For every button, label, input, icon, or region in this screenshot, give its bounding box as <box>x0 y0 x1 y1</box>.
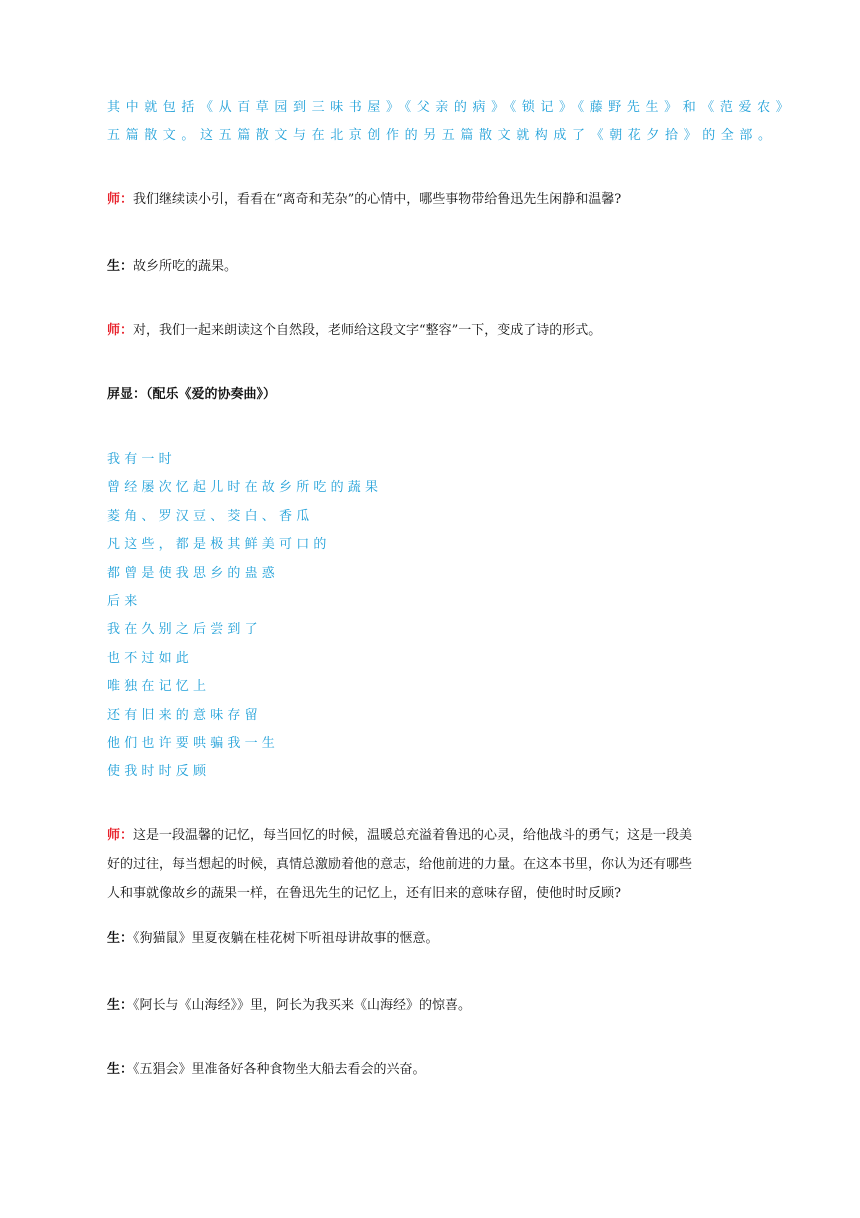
poem-line: 我有一时 <box>107 452 176 467</box>
teacher-reflection-line-3: 人和事就像故乡的蔬果一样，在鲁迅先生的记忆上，还有旧来的意味存留，使他时时反顾? <box>107 886 621 901</box>
poem-line: 曾经屡次忆起儿时在故乡所吃的蔬果 <box>107 480 383 496</box>
teacher-question <box>107 186 755 214</box>
teacher-label: 师： <box>107 323 134 338</box>
student-text: 《狗猫鼠》里夏夜躺在桂花树下听祖母讲故事的惬意。 <box>133 931 439 946</box>
intro-line-2: 五篇散文。这五篇散文与在北京创作的另五篇散文就构成了《朝花夕拾》的全部。 <box>107 128 777 143</box>
screen-label: 屏显： <box>107 387 147 402</box>
poem-line: 都曾是使我思乡的蛊惑 <box>107 565 280 581</box>
student-answer <box>107 253 755 281</box>
teacher-reflection <box>107 821 755 908</box>
teacher-label: 师： <box>107 192 134 207</box>
poem <box>107 446 755 787</box>
poem-line: 使我时时反顾 <box>107 764 211 780</box>
student-answer <box>107 1056 755 1084</box>
poem-line: 也不过如此 <box>107 650 194 666</box>
teacher-instruction <box>107 317 755 345</box>
teacher-text: 对，我们一起来朗读这个自然段，老师给这段文字“整容”一下，变成了诗的形式。 <box>133 323 602 338</box>
student-answer <box>107 992 755 1020</box>
teacher-reflection-line-1: 这是一段温馨的记忆，每当回忆的时候，温暖总充溢着鲁迅的心灵，给他战斗的勇气；这是一段美 <box>133 828 693 843</box>
student-text: 《五猖会》里准备好各种食物坐大船去看会的兴奋。 <box>133 1062 426 1077</box>
poem-line: 后来 <box>107 594 142 610</box>
poem-line: 菱角、罗汉豆、茭白、香瓜 <box>107 508 314 524</box>
student-text: 《阿长与《山海经》》里，阿长为我买来《山海经》的惊喜。 <box>133 998 472 1013</box>
poem-line: 他们也许要哄骗我一生 <box>107 736 280 752</box>
student-label: 生： <box>107 998 134 1013</box>
student-text: 故乡所吃的蔬果。 <box>133 259 238 274</box>
poem-line: 还有旧来的意味存留 <box>107 707 262 723</box>
screen-display <box>107 381 755 409</box>
teacher-text: 我们继续读小引，看看在“离奇和芜杂”的心情中，哪些事物带给鲁迅先生闲静和温馨? <box>133 192 622 207</box>
intro-paragraph <box>107 94 795 150</box>
intro-line-1: 其中就包括《从百草园到三味书屋》《父亲的病》《锁记》《藤野先生》和《范爱农》 <box>107 100 795 115</box>
teacher-reflection-line-2: 好的过往，每当想起的时候，真情总激励着他的意志，给他前进的力量。在这本书里，你认为还有哪些 <box>107 857 693 872</box>
student-label: 生： <box>107 259 134 274</box>
poem-line: 唯独在记忆上 <box>107 679 211 695</box>
teacher-label: 师： <box>107 828 134 843</box>
student-answer <box>107 925 755 953</box>
student-label: 生： <box>107 931 134 946</box>
screen-text: （配乐《爱的协奏曲》） <box>146 387 277 402</box>
student-label: 生： <box>107 1062 134 1077</box>
poem-line: 凡这些，都是极其鲜美可口的 <box>107 537 331 553</box>
poem-line: 我在久别之后尝到了 <box>107 622 262 638</box>
